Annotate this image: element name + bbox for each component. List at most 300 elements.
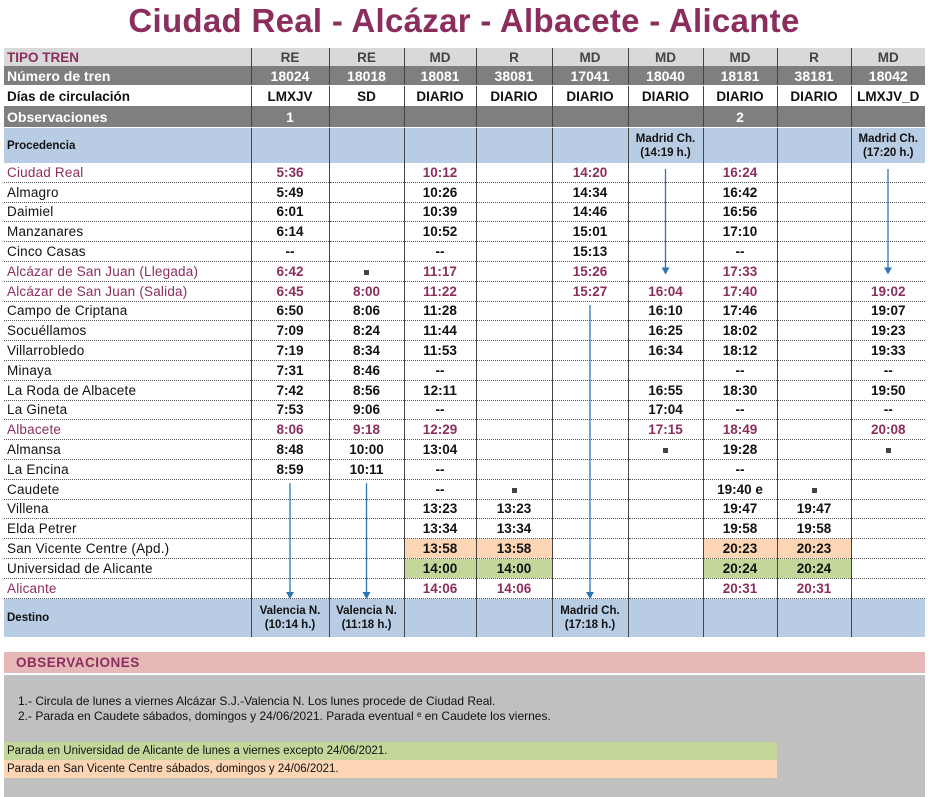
cell-train-2	[329, 202, 404, 222]
cell-train-2: 9:06	[329, 400, 404, 420]
cell-train-3: 10:39	[404, 202, 476, 222]
row-label: Ciudad Real	[4, 163, 251, 182]
row-label: Socuéllamos	[4, 321, 251, 341]
cell-train-7	[703, 128, 777, 164]
row-label: Caudete	[4, 479, 251, 499]
cell-train-4	[476, 341, 552, 361]
cell-train-7: 19:40 e	[703, 479, 777, 499]
cell-train-5: 15:26	[552, 261, 628, 281]
cell-train-3	[404, 128, 476, 164]
row-label: Días de circulación	[7, 88, 131, 104]
cell-train-1	[251, 479, 329, 499]
cell-line: (17:18 h.)	[564, 618, 616, 631]
cell-train-9: --	[851, 360, 925, 380]
cell-train-2	[329, 242, 404, 262]
cell-train-5	[552, 380, 628, 400]
cell-train-9: 19:02	[851, 281, 925, 301]
cell-train-4	[476, 301, 552, 321]
cell-train-4	[476, 360, 552, 380]
cell-train-4: 13:23	[476, 499, 552, 519]
cell-train-7: 20:24	[703, 558, 777, 578]
cell-train-7	[703, 598, 777, 637]
cell-train-8	[777, 301, 851, 321]
cell-train-6: 16:25	[628, 321, 703, 341]
cell-line: (14:19 h.)	[640, 146, 691, 159]
timetable	[4, 48, 925, 637]
row-label: La Encina	[4, 459, 251, 479]
cell-train-6: 16:55	[628, 380, 703, 400]
station-row	[4, 202, 925, 222]
cell-train-4	[476, 163, 552, 182]
row-label: Manzanares	[4, 222, 251, 242]
cell-train-8	[777, 202, 851, 222]
cell-train-5: 17041	[552, 66, 628, 86]
cell-train-6	[628, 459, 703, 479]
cell-train-2	[329, 163, 404, 182]
cell-train-5	[552, 539, 628, 559]
cell-train-6: 17:04	[628, 400, 703, 420]
cell-train-3: --	[404, 400, 476, 420]
cell-train-4: 14:06	[476, 578, 552, 598]
cell-train-7: --	[703, 400, 777, 420]
cell-train-1	[251, 128, 329, 164]
cell-train-2: 8:56	[329, 380, 404, 400]
cell-train-6	[628, 163, 703, 182]
cell-train-2: 9:18	[329, 420, 404, 440]
cell-train-1	[251, 558, 329, 578]
observations-panel	[4, 675, 925, 797]
cell-train-8	[777, 400, 851, 420]
cell-train-1: 6:50	[251, 301, 329, 321]
cell-train-8: 19:58	[777, 519, 851, 539]
row-label: Villena	[4, 499, 251, 519]
no-stop-marker	[663, 448, 668, 453]
row-label: Almansa	[4, 440, 251, 460]
cell-train-3	[404, 598, 476, 637]
cell-train-5	[552, 479, 628, 499]
cell-train-1: 7:09	[251, 321, 329, 341]
cell-train-2: 8:00	[329, 281, 404, 301]
cell-train-8	[777, 182, 851, 202]
cell-train-9: MD	[851, 48, 925, 66]
cell-train-5: 14:46	[552, 202, 628, 222]
cell-line: (10:14 h.)	[264, 618, 316, 631]
cell-train-3: 13:34	[404, 519, 476, 539]
cell-train-8	[777, 479, 851, 499]
cell-train-9: 19:07	[851, 301, 925, 321]
cell-train-2	[329, 479, 404, 499]
cell-train-7: 18:30	[703, 380, 777, 400]
cell-train-6	[628, 106, 703, 128]
row-label: San Vicente Centre (Apd.)	[4, 539, 251, 559]
cell-train-7: --	[703, 242, 777, 262]
observation-note-1: 1.- Circula de lunes a viernes Alcázar S.J.-Valencia N. Los lunes procede de Ciudad Real.	[18, 694, 496, 708]
cell-train-2	[329, 558, 404, 578]
station-row	[4, 380, 925, 400]
cell-train-4	[476, 380, 552, 400]
cell-train-2: 8:06	[329, 301, 404, 321]
cell-train-9	[851, 459, 925, 479]
station-row	[4, 163, 925, 182]
row-label: Número de tren	[4, 66, 251, 86]
cell-train-3: 13:58	[404, 539, 476, 559]
observation-note-2: 2.- Parada en Caudete sábados, domingos y 24/06/2021. Parada eventual ᵉ en Caudete los viernes.	[18, 709, 551, 723]
station-row	[4, 440, 925, 460]
cell-train-2: SD	[329, 86, 404, 107]
cell-train-8	[777, 106, 851, 128]
row-label: La Gineta	[4, 400, 251, 420]
cell-train-9	[851, 128, 925, 164]
cell-train-1: --	[251, 242, 329, 262]
cell-train-3: MD	[404, 48, 476, 66]
cell-train-5	[552, 558, 628, 578]
cell-train-8: R	[777, 48, 851, 66]
cell-train-8	[777, 420, 851, 440]
cell-train-9	[851, 242, 925, 262]
cell-train-7: 19:28	[703, 440, 777, 460]
cell-train-1	[251, 598, 329, 637]
cell-train-3: --	[404, 360, 476, 380]
cell-train-9	[851, 106, 925, 128]
cell-train-1: LMXJV	[251, 86, 329, 107]
cell-train-2: RE	[329, 48, 404, 66]
cell-train-4	[476, 182, 552, 202]
row-train-type	[4, 48, 925, 66]
cell-train-4	[476, 261, 552, 281]
cell-train-3: 14:06	[404, 578, 476, 598]
row-label: Villarrobledo	[4, 341, 251, 361]
cell-train-5	[552, 106, 628, 128]
cell-train-5: DIARIO	[552, 86, 628, 107]
cell-line: (11:18 h.)	[341, 618, 392, 631]
row-label: Almagro	[4, 182, 251, 202]
cell-train-3: 12:29	[404, 420, 476, 440]
cell-train-4	[476, 128, 552, 164]
cell-train-9	[851, 578, 925, 598]
cell-train-1: 6:42	[251, 261, 329, 281]
cell-train-7: 17:46	[703, 301, 777, 321]
cell-train-2: 18018	[329, 66, 404, 86]
row-label: TIPO TREN	[4, 48, 251, 66]
station-row	[4, 539, 925, 559]
cell-train-8: DIARIO	[777, 86, 851, 107]
cell-train-3: 10:26	[404, 182, 476, 202]
row-label: Alicante	[4, 578, 251, 598]
station-row	[4, 479, 925, 499]
station-row	[4, 242, 925, 262]
cell-train-9: 19:50	[851, 380, 925, 400]
cell-train-3: 11:22	[404, 281, 476, 301]
cell-train-9	[851, 499, 925, 519]
cell-train-4: DIARIO	[476, 86, 552, 107]
cell-train-8: 20:23	[777, 539, 851, 559]
cell-train-9	[851, 222, 925, 242]
cell-train-6	[628, 222, 703, 242]
cell-train-2	[329, 598, 404, 637]
cell-train-9	[851, 539, 925, 559]
cell-train-2: 10:11	[329, 459, 404, 479]
cell-train-1	[251, 539, 329, 559]
cell-train-4	[476, 321, 552, 341]
cell-train-7: 2	[703, 106, 777, 128]
cell-train-4: R	[476, 48, 552, 66]
cell-train-7: 18181	[703, 66, 777, 86]
cell-train-6: 16:04	[628, 281, 703, 301]
cell-train-4	[476, 202, 552, 222]
station-row	[4, 182, 925, 202]
cell-train-7: 16:56	[703, 202, 777, 222]
cell-train-1	[251, 578, 329, 598]
legend-green: Parada en Universidad de Alicante de lunes a viernes excepto 24/06/2021.	[4, 742, 777, 760]
cell-train-4	[476, 420, 552, 440]
cell-train-5	[552, 578, 628, 598]
cell-train-5: 15:27	[552, 281, 628, 301]
cell-train-8: 20:24	[777, 558, 851, 578]
row-label: Universidad de Alicante	[4, 558, 251, 578]
cell-train-5	[552, 499, 628, 519]
cell-train-7: MD	[703, 48, 777, 66]
cell-train-5: MD	[552, 48, 628, 66]
cell-train-8	[777, 222, 851, 242]
cell-train-1: 8:48	[251, 440, 329, 460]
row-days	[4, 86, 925, 107]
legend-peach: Parada en San Vicente Centre sábados, domingos y 24/06/2021.	[4, 760, 777, 778]
cell-line: Valencia N.	[259, 604, 321, 617]
cell-train-3: 11:53	[404, 341, 476, 361]
row-label: Procedencia	[4, 128, 251, 164]
cell-train-3: 11:17	[404, 261, 476, 281]
row-label: Elda Petrer	[4, 519, 251, 539]
cell-train-9	[851, 558, 925, 578]
cell-train-4: 14:00	[476, 558, 552, 578]
cell-train-7: 18:12	[703, 341, 777, 361]
cell-train-7: 20:23	[703, 539, 777, 559]
cell-train-1: 7:19	[251, 341, 329, 361]
cell-train-5	[552, 440, 628, 460]
row-label: Daimiel	[4, 202, 251, 222]
cell-train-7: 17:10	[703, 222, 777, 242]
cell-train-6	[628, 182, 703, 202]
row-observations	[4, 106, 925, 128]
cell-train-7: 16:42	[703, 182, 777, 202]
row-origin	[4, 128, 925, 164]
row-label: Minaya	[4, 360, 251, 380]
cell-train-9: --	[851, 400, 925, 420]
cell-train-7: 18:49	[703, 420, 777, 440]
cell-train-3: --	[404, 479, 476, 499]
cell-train-2	[329, 106, 404, 128]
cell-train-1: 8:06	[251, 420, 329, 440]
cell-train-5: 15:01	[552, 222, 628, 242]
cell-train-6	[628, 578, 703, 598]
cell-train-4	[476, 440, 552, 460]
cell-train-8: 19:47	[777, 499, 851, 519]
cell-train-1: 8:59	[251, 459, 329, 479]
cell-train-1	[251, 519, 329, 539]
cell-train-6	[628, 440, 703, 460]
cell-train-9	[851, 598, 925, 637]
cell-train-2: 8:34	[329, 341, 404, 361]
cell-train-7: 19:58	[703, 519, 777, 539]
cell-train-1: 18024	[251, 66, 329, 86]
cell-train-1: 6:01	[251, 202, 329, 222]
station-row	[4, 261, 925, 281]
station-row	[4, 519, 925, 539]
cell-train-2: 10:00	[329, 440, 404, 460]
cell-train-6	[628, 261, 703, 281]
cell-train-4	[476, 106, 552, 128]
cell-train-2	[329, 499, 404, 519]
row-train-number	[4, 66, 925, 86]
cell-train-9: 19:23	[851, 321, 925, 341]
row-label: Alcázar de San Juan (Llegada)	[4, 261, 251, 281]
cell-train-1: 5:36	[251, 163, 329, 182]
cell-train-5: 15:13	[552, 242, 628, 262]
station-row	[4, 400, 925, 420]
cell-train-4	[476, 459, 552, 479]
cell-train-5	[552, 321, 628, 341]
cell-train-7: --	[703, 459, 777, 479]
cell-train-5: 14:20	[552, 163, 628, 182]
cell-train-1	[251, 499, 329, 519]
cell-train-7: 18:02	[703, 321, 777, 341]
cell-train-3: --	[404, 242, 476, 262]
row-label: Observaciones	[4, 106, 251, 128]
cell-train-1: RE	[251, 48, 329, 66]
cell-train-8	[777, 321, 851, 341]
no-stop-marker	[812, 488, 817, 493]
no-stop-marker	[886, 448, 891, 453]
cell-train-5	[552, 400, 628, 420]
no-stop-marker	[364, 270, 369, 275]
observations-header: OBSERVACIONES	[4, 652, 925, 673]
cell-train-1: 5:49	[251, 182, 329, 202]
cell-train-5	[552, 341, 628, 361]
cell-train-2	[329, 519, 404, 539]
cell-line: Valencia N.	[336, 604, 397, 617]
cell-train-5	[552, 128, 628, 164]
station-row	[4, 281, 925, 301]
cell-train-7: 16:24	[703, 163, 777, 182]
cell-train-7: 17:33	[703, 261, 777, 281]
cell-train-6	[628, 598, 703, 637]
cell-train-1: 1	[251, 106, 329, 128]
row-label: Albacete	[4, 420, 251, 440]
cell-train-5	[552, 360, 628, 380]
cell-train-1: 7:53	[251, 400, 329, 420]
cell-train-9: LMXJV_D	[851, 86, 925, 107]
row-label: Alcázar de San Juan (Salida)	[4, 281, 251, 301]
cell-train-5	[552, 420, 628, 440]
row-label: Cinco Casas	[4, 242, 251, 262]
cell-train-8	[777, 163, 851, 182]
cell-train-2: 8:24	[329, 321, 404, 341]
row-label: Campo de Criptana	[4, 301, 251, 321]
cell-train-8: 38181	[777, 66, 851, 86]
cell-train-7: 20:31	[703, 578, 777, 598]
cell-train-1: 6:45	[251, 281, 329, 301]
station-row	[4, 321, 925, 341]
cell-train-8	[777, 281, 851, 301]
cell-train-9	[851, 182, 925, 202]
cell-train-5: 14:34	[552, 182, 628, 202]
cell-train-3: DIARIO	[404, 86, 476, 107]
row-label: La Roda de Albacete	[4, 380, 251, 400]
cell-train-6: 16:34	[628, 341, 703, 361]
cell-train-8	[777, 341, 851, 361]
cell-train-5	[552, 519, 628, 539]
row-destination	[4, 598, 925, 637]
cell-train-7: 19:47	[703, 499, 777, 519]
cell-train-9	[851, 261, 925, 281]
cell-train-8	[777, 380, 851, 400]
cell-train-9: 20:08	[851, 420, 925, 440]
cell-train-6	[628, 499, 703, 519]
cell-train-3: 11:28	[404, 301, 476, 321]
cell-train-6: DIARIO	[628, 86, 703, 107]
cell-train-6: 18040	[628, 66, 703, 86]
cell-train-4: 38081	[476, 66, 552, 86]
cell-train-3: 14:00	[404, 558, 476, 578]
cell-train-8	[777, 261, 851, 281]
cell-line: Madrid Ch.	[560, 604, 620, 617]
cell-line: Madrid Ch.	[635, 132, 696, 145]
row-label: Destino	[4, 598, 251, 637]
cell-train-4	[476, 400, 552, 420]
station-row	[4, 499, 925, 519]
cell-train-8: 20:31	[777, 578, 851, 598]
cell-train-6	[628, 479, 703, 499]
cell-train-4	[476, 479, 552, 499]
station-row	[4, 341, 925, 361]
cell-train-3: 18081	[404, 66, 476, 86]
cell-train-9	[851, 440, 925, 460]
station-row	[4, 222, 925, 242]
cell-train-3: 10:12	[404, 163, 476, 182]
cell-train-3: 13:23	[404, 499, 476, 519]
cell-line: Madrid Ch.	[858, 132, 918, 145]
cell-train-2	[329, 128, 404, 164]
cell-train-5	[552, 598, 628, 637]
station-row	[4, 301, 925, 321]
cell-train-7: 17:40	[703, 281, 777, 301]
cell-train-6	[628, 519, 703, 539]
cell-train-3: 11:44	[404, 321, 476, 341]
cell-train-3: --	[404, 459, 476, 479]
cell-train-2	[329, 261, 404, 281]
cell-train-6	[628, 242, 703, 262]
cell-train-2	[329, 222, 404, 242]
cell-train-9	[851, 202, 925, 222]
cell-train-6	[628, 128, 703, 164]
cell-train-1: 6:14	[251, 222, 329, 242]
page-title: Ciudad Real - Alcázar - Albacete - Alicante	[128, 2, 800, 39]
cell-train-4	[476, 222, 552, 242]
cell-train-2: 8:46	[329, 360, 404, 380]
cell-train-4	[476, 242, 552, 262]
station-row	[4, 558, 925, 578]
station-row	[4, 459, 925, 479]
cell-train-8	[777, 128, 851, 164]
cell-train-9: 19:33	[851, 341, 925, 361]
cell-train-7: DIARIO	[703, 86, 777, 107]
station-row	[4, 578, 925, 598]
cell-train-9	[851, 519, 925, 539]
cell-train-3	[404, 106, 476, 128]
cell-train-6: 17:15	[628, 420, 703, 440]
cell-train-6: MD	[628, 48, 703, 66]
cell-train-8	[777, 598, 851, 637]
